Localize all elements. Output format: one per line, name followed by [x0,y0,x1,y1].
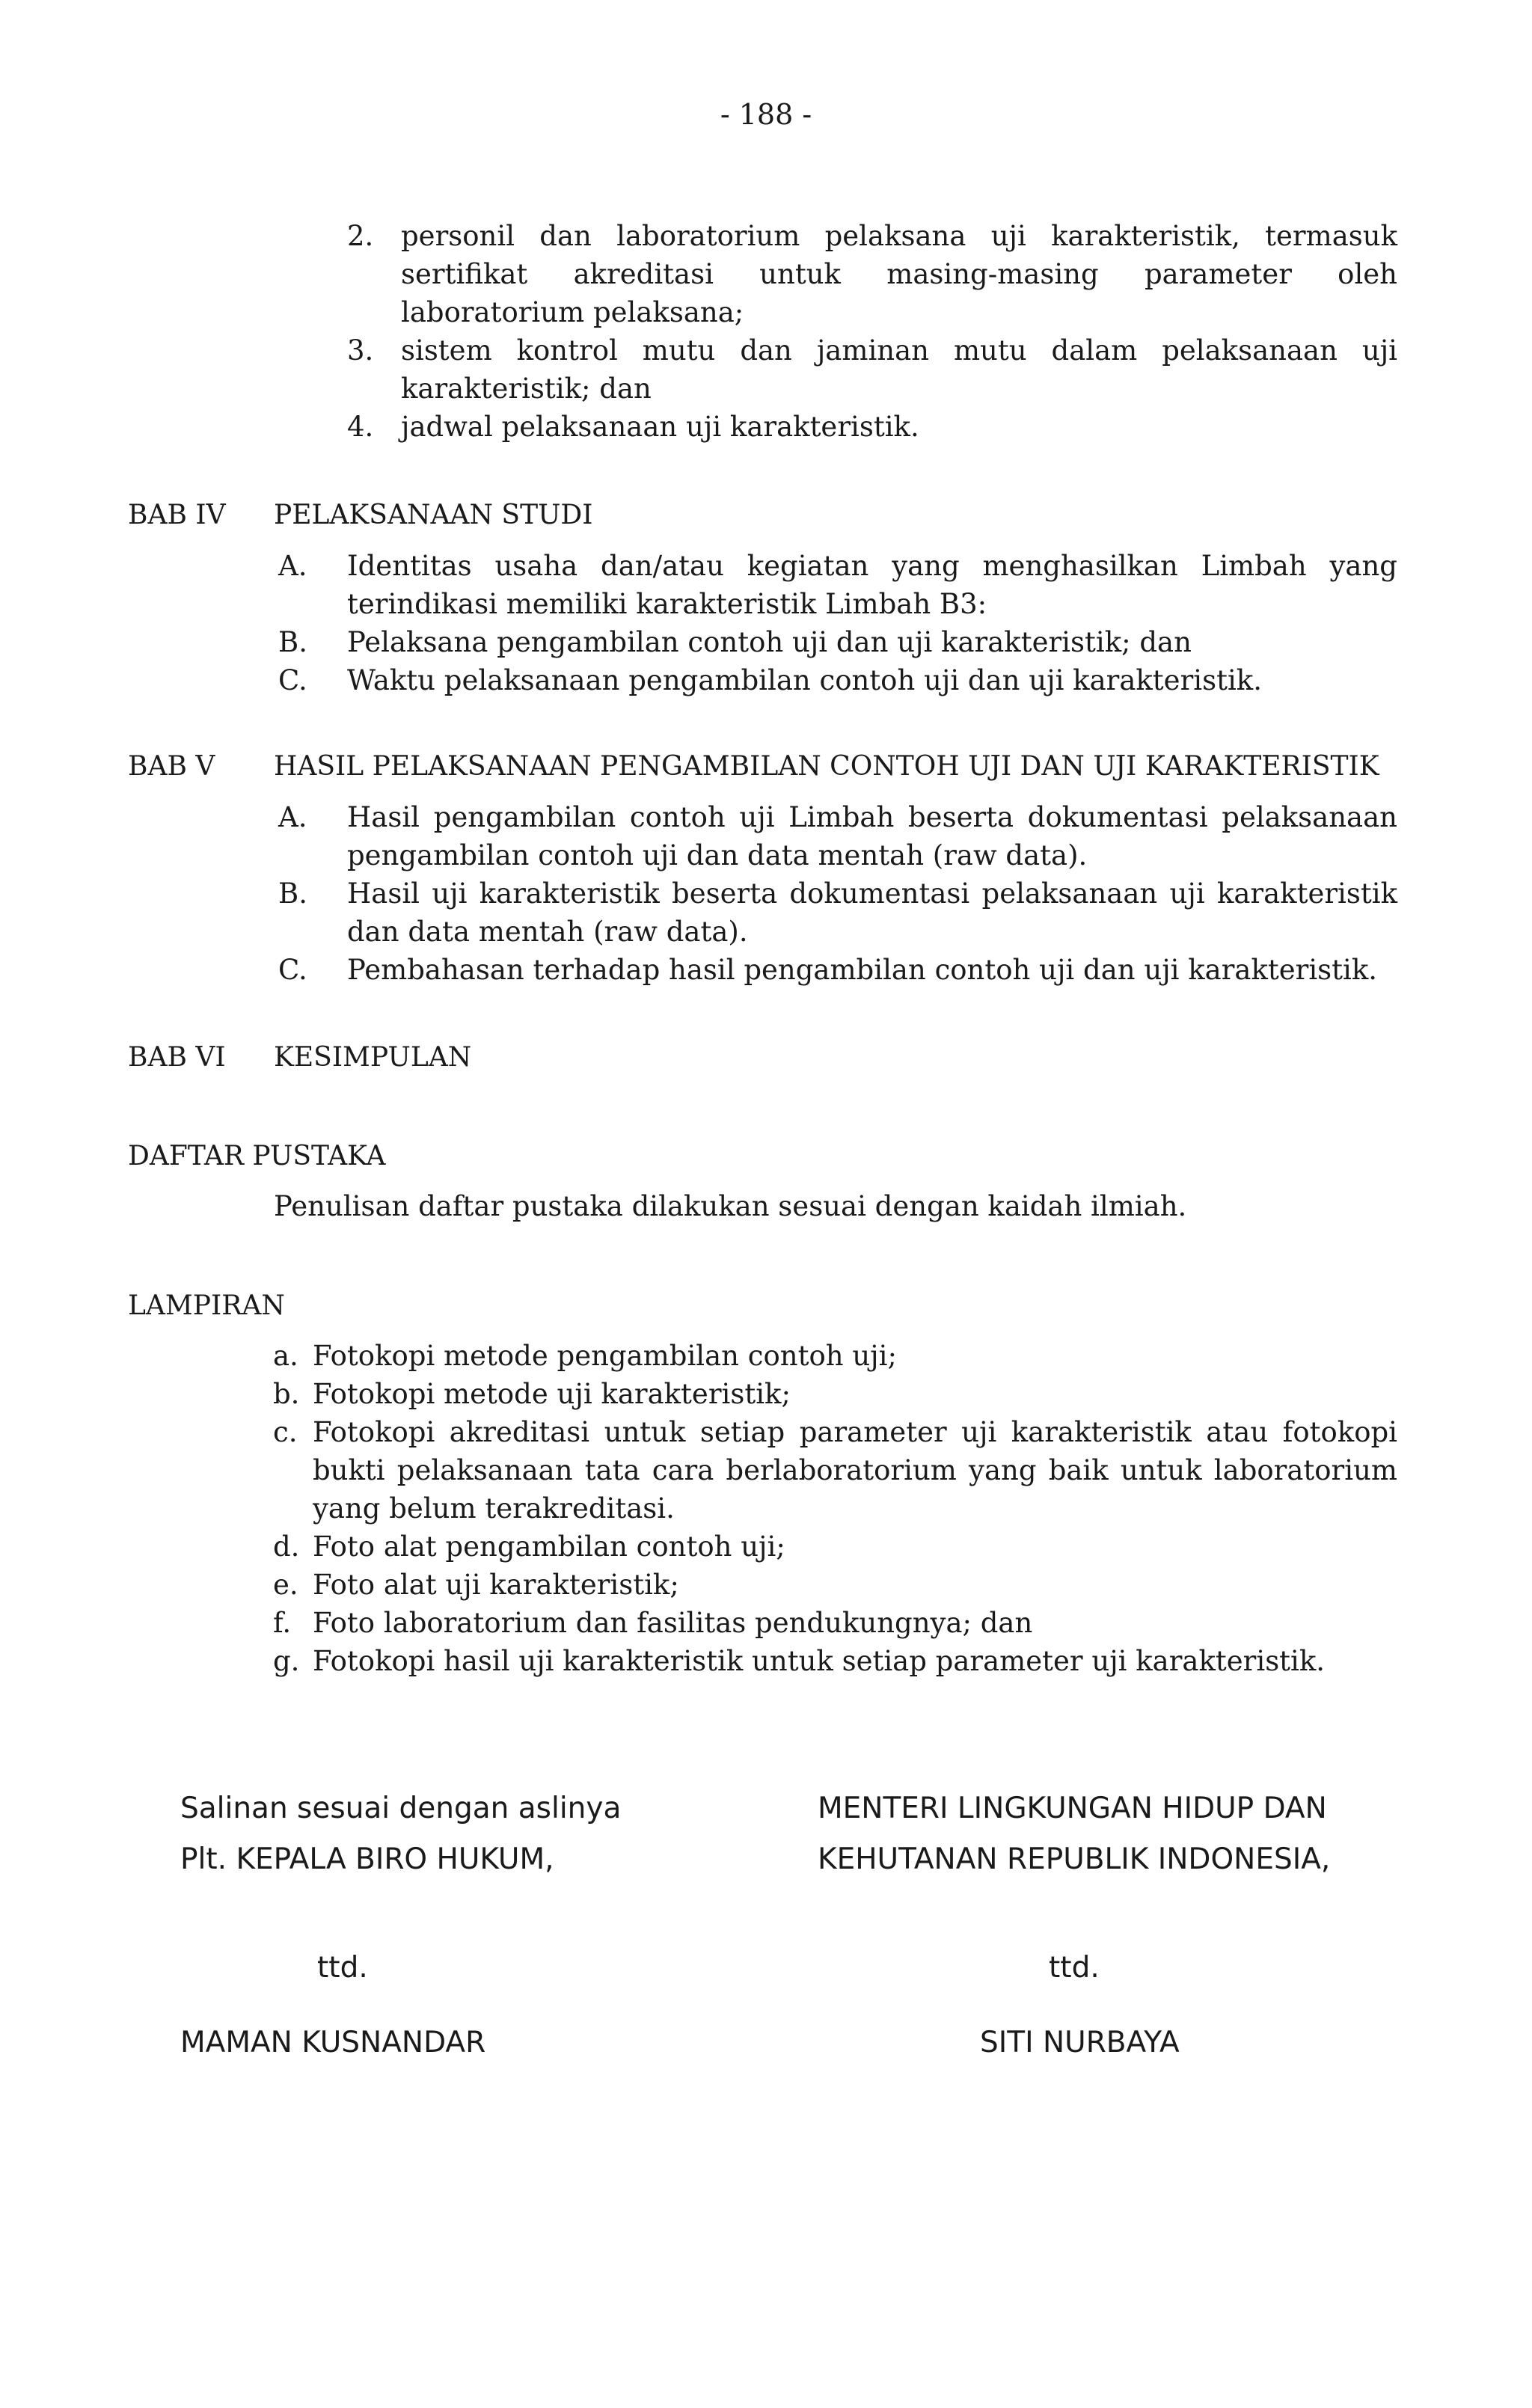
signature-left-name: MAMAN KUSNANDAR [180,2026,486,2059]
list-item [0,1375,1397,1413]
list-marker: b. [273,1378,300,1410]
signature-right-name: SITI NURBAYA [980,2026,1180,2059]
list-text: Foto alat pengambilan contoh uji; [313,1531,785,1563]
list-text: Fotokopi metode pengambilan contoh uji; [313,1340,897,1372]
list-item [0,331,1397,408]
list-item [0,661,1397,699]
list-item [0,623,1397,661]
list-item [0,1642,1397,1680]
bab4-label: BAB IV [128,500,226,530]
lampiran-list [0,1337,1532,1680]
list-marker: C. [278,664,307,696]
list-item [0,1528,1397,1566]
page-number: - 188 - [720,98,812,131]
signature-right-line1: MENTERI LINGKUNGAN HIDUP DAN [818,1792,1327,1825]
signature-left-line1: Salinan sesuai dengan aslinya [180,1792,622,1825]
list-text: Waktu pelaksanaan pengambilan contoh uji dan uji karakteristik. [347,664,1262,696]
list-text: sistem kontrol mutu dan jaminan mutu dalam pelaksanaan uji karakteristik; dan [401,334,1397,405]
bab5-label: BAB V [128,751,215,782]
list-item [0,874,1397,951]
daftar-pustaka-title: DAFTAR PUSTAKA [128,1141,386,1171]
bab4-list [0,547,1532,699]
list-item [0,408,1397,446]
signature-right-line2: KEHUTANAN REPUBLIK INDONESIA, [818,1842,1331,1876]
signature-right-ttd: ttd. [1049,1951,1100,1985]
list-marker: A. [278,550,307,582]
bab5-title: HASIL PELAKSANAAN PENGAMBILAN CONTOH UJI DAN UJI KARAKTERISTIK [274,751,1379,782]
signature-left-ttd: ttd. [317,1951,368,1985]
list-marker: e. [273,1569,298,1601]
list-text: Fotokopi akreditasi untuk setiap parameter uji karakteristik atau fotokopi bukti pelaksanaan tata cara berlaboratorium yang baik untuk laboratorium yang belum terakreditasi. [313,1416,1397,1525]
list-marker: 3. [347,334,374,367]
list-marker: B. [278,626,307,658]
list-marker: a. [273,1340,298,1372]
list-marker: 4. [347,411,374,443]
list-item [0,798,1397,874]
bab6-title: KESIMPULAN [274,1042,472,1073]
intro-list [0,217,1532,446]
list-marker: A. [278,801,307,833]
list-text: Hasil pengambilan contoh uji Limbah beserta dokumentasi pelaksanaan pengambilan contoh uji dan data mentah (raw data). [347,801,1397,871]
list-text: Hasil uji karakteristik beserta dokumentasi pelaksanaan uji karakteristik dan data mentah (raw data). [347,877,1397,948]
bab5-list [0,798,1532,989]
list-marker: c. [273,1416,298,1448]
list-item [0,1566,1397,1604]
list-item [0,1337,1397,1375]
list-marker: d. [273,1531,300,1563]
list-text: Foto laboratorium dan fasilitas pendukungnya; dan [313,1607,1033,1639]
list-text: Fotokopi metode uji karakteristik; [313,1378,791,1410]
bab6-label: BAB VI [128,1042,226,1073]
list-marker: 2. [347,220,374,252]
list-text: jadwal pelaksanaan uji karakteristik. [401,411,919,443]
daftar-pustaka-text: Penulisan daftar pustaka dilakukan sesuai dengan kaidah ilmiah. [274,1190,1187,1222]
list-item [0,547,1397,623]
lampiran-title: LAMPIRAN [128,1290,285,1321]
list-marker: g. [273,1645,300,1677]
list-text: Fotokopi hasil uji karakteristik untuk setiap parameter uji karakteristik. [313,1645,1326,1677]
list-item [0,1604,1397,1642]
list-text: Identitas usaha dan/atau kegiatan yang menghasilkan Limbah yang terindikasi memiliki karakteristik Limbah B3: [347,550,1397,620]
list-item [0,1413,1397,1528]
list-marker: C. [278,954,307,986]
list-item [0,951,1397,989]
list-text: Pelaksana pengambilan contoh uji dan uji karakteristik; dan [347,626,1192,658]
list-item [0,217,1397,331]
signature-left-line2: Plt. KEPALA BIRO HUKUM, [180,1842,554,1876]
list-text: Foto alat uji karakteristik; [313,1569,679,1601]
list-marker: f. [273,1607,292,1639]
list-text: personil dan laboratorium pelaksana uji karakteristik, termasuk sertifikat akreditasi untuk masing-masing parameter oleh laboratorium pelaksana; [401,220,1397,328]
list-text: Pembahasan terhadap hasil pengambilan contoh uji dan uji karakteristik. [347,954,1378,986]
bab4-title: PELAKSANAAN STUDI [274,500,593,530]
list-marker: B. [278,877,307,910]
